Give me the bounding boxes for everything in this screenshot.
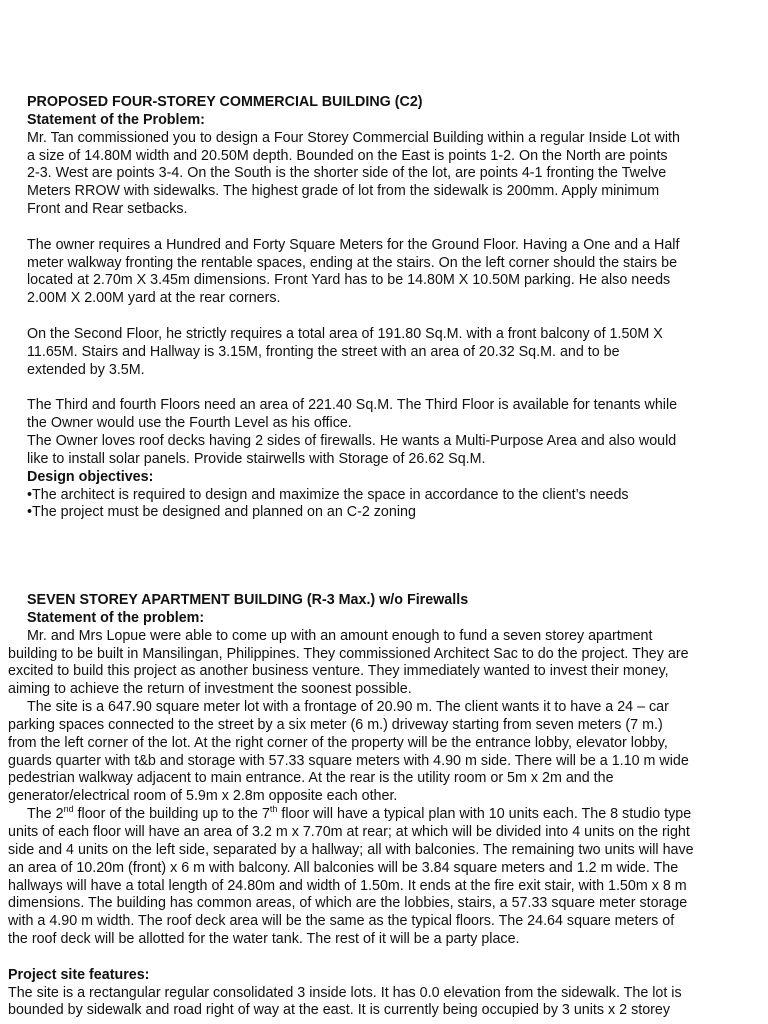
paragraph-site-description xyxy=(8,699,738,806)
text-line: 11.65M. Stairs and Hallway is 3.15M, fronting the street with an area of 20.32 Sq.M. and to be xyxy=(27,343,620,360)
text-line: On the Second Floor, he strictly requires a total area of 191.80 Sq.M. with a front balcony of 1.50M X xyxy=(27,325,663,342)
paragraph-client-intro xyxy=(8,628,738,699)
text-line: a size of 14.80M width and 20.50M depth. Bounded on the East is points 1-2. On the North are points xyxy=(27,147,668,164)
text-line: side and 4 units on the left side, separated by a hallway; all with balconies. The remaining two units will have xyxy=(8,841,694,858)
paragraph-second-floor xyxy=(27,326,745,380)
apartment-building-section xyxy=(8,592,738,1020)
objectives-heading: Design objectives: xyxy=(27,468,154,485)
features-heading: Project site features: xyxy=(8,966,150,983)
text-line: from the left corner of the lot. At the right corner of the property will be the entrance lobby, elevator lobby, xyxy=(8,734,668,751)
paragraph-lot-description xyxy=(27,130,745,219)
text-line: Meters RROW with sidewalks. The highest grade of lot from the sidewalk is 200mm. Apply minimum xyxy=(27,183,660,200)
commercial-building-section xyxy=(27,94,745,522)
text-line: building to be built in Mansilingan, Philippines. They commissioned Architect Sac to do the project. They are xyxy=(8,645,689,662)
text-line: dimensions. The building has common areas, of which are the lobbies, stairs, a 57.33 square meter storage xyxy=(8,895,688,912)
text-line: generator/electrical room of 5.9m x 2.8m opposite each other. xyxy=(8,788,398,805)
text-line: bounded by sidewalk and road right of way at the east. It is currently being occupied by 3 units x 2 storey xyxy=(8,1002,671,1019)
text-line: an area of 10.20m (front) x 6 m with balcony. All balconies will be 3.84 square meters and 1.2 m wide. The xyxy=(8,859,679,876)
text-line: excited to build this project as another business venture. They immediately wanted to invest their money, xyxy=(8,663,669,680)
text-line: The 2nd floor of the building up to the 7th floor will have a typical plan with 10 units each. The 8 studio type xyxy=(27,804,692,823)
text-line: extended by 3.5M. xyxy=(27,361,145,378)
text-line: Front and Rear setbacks. xyxy=(27,201,188,218)
section-title: PROPOSED FOUR-STOREY COMMERCIAL BUILDING (C2) xyxy=(27,94,423,110)
text-line: The site is a 647.90 square meter lot with a frontage of 20.90 m. The client wants it to have a 24 – car xyxy=(27,699,669,716)
objective-item: •The architect is required to design and maximize the space in accordance to the client’s needs xyxy=(27,486,629,503)
objective-item: •The project must be designed and planned on an C-2 zoning xyxy=(27,504,416,521)
statement-heading: Statement of the Problem: xyxy=(27,111,205,128)
text-line: with a 4.90 m width. The roof deck area will be the same as the typical floors. The 24.64 square meters of xyxy=(8,913,675,930)
text-line: Mr. and Mrs Lopue were able to come up with an amount enough to fund a seven storey apartment xyxy=(27,627,653,644)
text-line: the Owner would use the Fourth Level as his office. xyxy=(27,415,352,432)
text-line: The Third and fourth Floors need an area of 221.40 Sq.M. The Third Floor is available for tenants while xyxy=(27,397,678,414)
text-line: guards quarter with t&b and storage with 57.33 square meters with 4.90 m side. There will be a 1.10 m wide xyxy=(8,752,689,769)
text-line: pedestrian walkway adjacent to main entrance. At the rear is the utility room or 5m x 2m and the xyxy=(8,770,614,787)
section-title: SEVEN STOREY APARTMENT BUILDING (R-3 Max.) w/o Firewalls xyxy=(27,592,469,608)
text-line: Mr. Tan commissioned you to design a Four Storey Commercial Building within a regular Inside Lot with xyxy=(27,129,680,146)
text-line: the roof deck will be allotted for the water tank. The rest of it will be a party place. xyxy=(8,931,520,948)
text-line: 2-3. West are points 3-4. On the South is the shorter side of the lot, are points 4-1 fronting the Twelve xyxy=(27,165,667,182)
text-line: like to install solar panels. Provide stairwells with Storage of 26.62 Sq.M. xyxy=(27,450,486,467)
text-line: The site is a rectangular regular consolidated 3 inside lots. It has 0.0 elevation from the sidewalk. The lot is xyxy=(8,984,682,1001)
text-line: hallways will have a total length of 24.80m and width of 1.50m. It ends at the fire exit stair, with 1.50m x 8 m xyxy=(8,877,687,894)
text-line: 2.00M X 2.00M yard at the rear corners. xyxy=(27,290,281,307)
text-line: units of each floor will have an area of 3.2 m x 7.70m at rear; at which will be divided into 4 units on the right xyxy=(8,823,690,840)
statement-heading: Statement of the problem: xyxy=(27,609,205,626)
paragraph-ground-floor xyxy=(27,237,745,308)
paragraph-upper-floors xyxy=(27,397,745,468)
text-line: meter walkway fronting the rentable spaces, ending at the stairs. On the left corner should the stairs be xyxy=(27,254,678,271)
text-line: The Owner loves roof decks having 2 sides of firewalls. He wants a Multi-Purpose Area and also would xyxy=(27,433,677,450)
text-line: located at 2.70m X 3.45m dimensions. Front Yard has to be 14.80M X 10.50M parking. He also needs xyxy=(27,272,671,289)
text-line: The owner requires a Hundred and Forty Square Meters for the Ground Floor. Having a One and a Half xyxy=(27,236,680,253)
text-line: aiming to achieve the return of investment the soonest possible. xyxy=(8,681,412,698)
paragraph-typical-floors xyxy=(8,806,738,949)
text-line: parking spaces connected to the street by a six meter (6 m.) driveway starting from seven meters (7 m.) xyxy=(8,716,663,733)
